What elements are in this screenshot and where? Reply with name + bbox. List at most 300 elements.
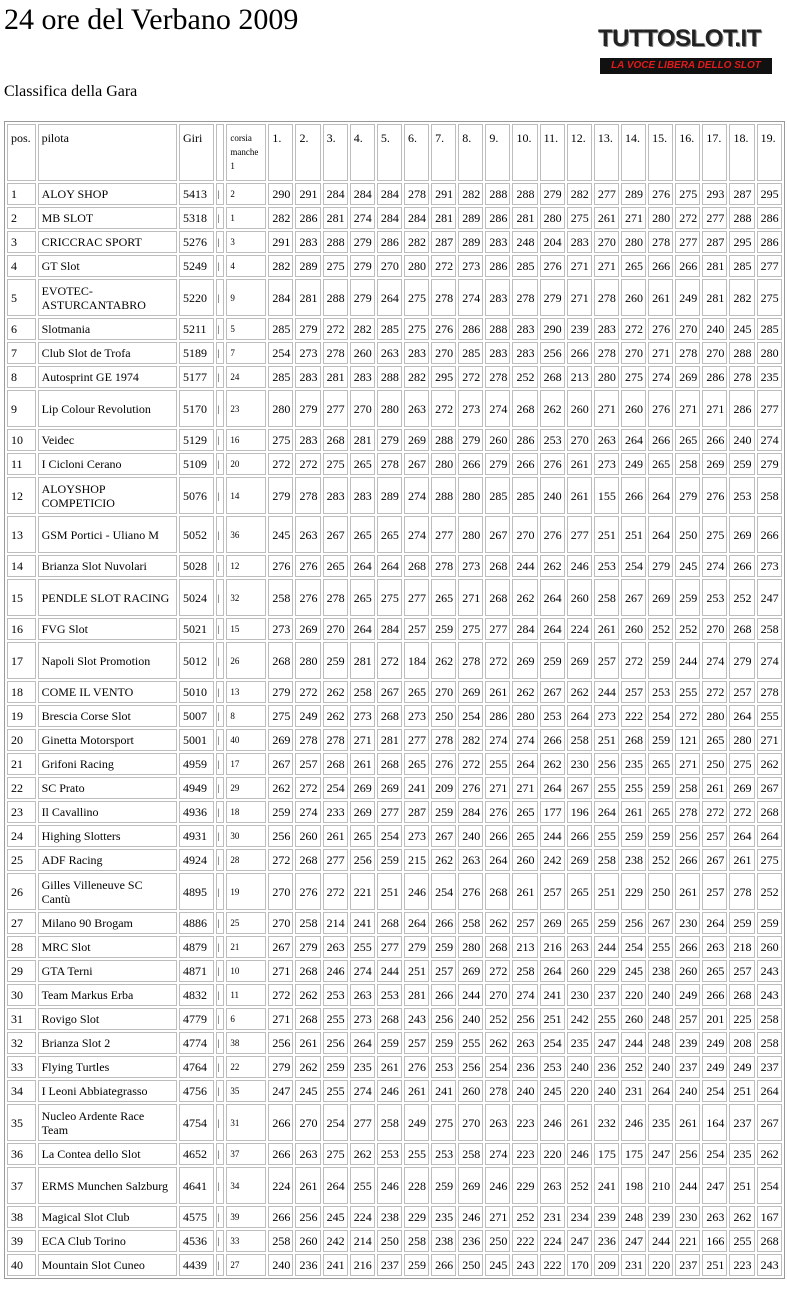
corsia-cell: 10 bbox=[226, 960, 266, 982]
lap-cell: 259 bbox=[431, 618, 456, 640]
lap-cell: 265 bbox=[404, 681, 429, 703]
lap-cell: 247 bbox=[648, 1143, 673, 1165]
column-header: 10. bbox=[512, 124, 537, 181]
pilota-cell: Flying Turtles bbox=[38, 1056, 177, 1078]
lap-cell: 167 bbox=[757, 1206, 782, 1228]
giri-cell: 5413 bbox=[179, 183, 214, 205]
giri-cell: 4931 bbox=[179, 825, 214, 847]
lap-cell: 273 bbox=[458, 390, 483, 427]
lap-cell: 257 bbox=[675, 1008, 700, 1030]
lap-cell: 254 bbox=[323, 1104, 348, 1141]
lap-cell: 237 bbox=[757, 1056, 782, 1078]
separator-cell: | bbox=[216, 984, 224, 1006]
lap-cell: 268 bbox=[512, 390, 537, 427]
pos-cell: 15 bbox=[7, 579, 36, 616]
lap-cell: 265 bbox=[648, 801, 673, 823]
lap-cell: 224 bbox=[268, 1167, 293, 1204]
column-header: corsia manche 1 bbox=[226, 124, 266, 181]
lap-cell: 259 bbox=[621, 825, 646, 847]
lap-cell: 271 bbox=[567, 255, 592, 277]
lap-cell: 264 bbox=[540, 618, 565, 640]
lap-cell: 281 bbox=[404, 984, 429, 1006]
lap-cell: 279 bbox=[757, 453, 782, 475]
lap-cell: 265 bbox=[431, 579, 456, 616]
table-row bbox=[7, 1254, 782, 1276]
lap-cell: 255 bbox=[323, 1080, 348, 1102]
lap-cell: 266 bbox=[431, 984, 456, 1006]
column-header: 19. bbox=[757, 124, 782, 181]
table-row bbox=[7, 477, 782, 514]
giri-cell: 5109 bbox=[179, 453, 214, 475]
column-header: 1. bbox=[268, 124, 293, 181]
lap-cell: 270 bbox=[702, 618, 727, 640]
lap-cell: 279 bbox=[268, 477, 293, 514]
separator-cell: | bbox=[216, 1080, 224, 1102]
lap-cell: 272 bbox=[458, 753, 483, 775]
lap-cell: 288 bbox=[377, 366, 402, 388]
lap-cell: 286 bbox=[485, 255, 510, 277]
lap-cell: 282 bbox=[268, 207, 293, 229]
corsia-cell: 29 bbox=[226, 777, 266, 799]
lap-cell: 275 bbox=[757, 849, 782, 871]
lap-cell: 240 bbox=[512, 1080, 537, 1102]
separator-cell: | bbox=[216, 366, 224, 388]
lap-cell: 265 bbox=[702, 729, 727, 751]
column-header: 3. bbox=[323, 124, 348, 181]
lap-cell: 254 bbox=[702, 1143, 727, 1165]
pos-cell: 17 bbox=[7, 642, 36, 679]
lap-cell: 268 bbox=[485, 936, 510, 958]
lap-cell: 265 bbox=[675, 429, 700, 451]
lap-cell: 261 bbox=[567, 1104, 592, 1141]
separator-cell: | bbox=[216, 1143, 224, 1165]
lap-cell: 286 bbox=[757, 207, 782, 229]
pilota-cell: Lip Colour Revolution bbox=[38, 390, 177, 427]
lap-cell: 255 bbox=[458, 1032, 483, 1054]
lap-cell: 264 bbox=[702, 912, 727, 934]
pos-cell: 22 bbox=[7, 777, 36, 799]
lap-cell: 262 bbox=[323, 681, 348, 703]
separator-cell: | bbox=[216, 753, 224, 775]
lap-cell: 267 bbox=[757, 1104, 782, 1141]
column-header: 17. bbox=[702, 124, 727, 181]
lap-cell: 269 bbox=[350, 801, 375, 823]
lap-cell: 268 bbox=[540, 366, 565, 388]
lap-cell: 271 bbox=[594, 390, 619, 427]
lap-cell: 252 bbox=[729, 579, 754, 616]
lap-cell: 283 bbox=[485, 342, 510, 364]
lap-cell: 262 bbox=[757, 753, 782, 775]
giri-cell: 5024 bbox=[179, 579, 214, 616]
lap-cell: 253 bbox=[594, 555, 619, 577]
lap-cell: 254 bbox=[377, 825, 402, 847]
lap-cell: 209 bbox=[594, 1254, 619, 1276]
lap-cell: 273 bbox=[350, 705, 375, 727]
pos-cell: 30 bbox=[7, 984, 36, 1006]
lap-cell: 259 bbox=[431, 1167, 456, 1204]
lap-cell: 258 bbox=[594, 849, 619, 871]
giri-cell: 4754 bbox=[179, 1104, 214, 1141]
table-row bbox=[7, 1206, 782, 1228]
lap-cell: 221 bbox=[350, 873, 375, 910]
column-header: 18. bbox=[729, 124, 754, 181]
lap-cell: 284 bbox=[377, 618, 402, 640]
lap-cell: 235 bbox=[729, 1143, 754, 1165]
lap-cell: 268 bbox=[295, 1008, 320, 1030]
lap-cell: 267 bbox=[323, 516, 348, 553]
lap-cell: 259 bbox=[377, 849, 402, 871]
lap-cell: 280 bbox=[702, 705, 727, 727]
lap-cell: 262 bbox=[757, 1143, 782, 1165]
lap-cell: 233 bbox=[323, 801, 348, 823]
lap-cell: 271 bbox=[485, 1206, 510, 1228]
separator-cell: | bbox=[216, 279, 224, 316]
lap-cell: 266 bbox=[268, 1143, 293, 1165]
lap-cell: 234 bbox=[567, 1206, 592, 1228]
lap-cell: 260 bbox=[621, 279, 646, 316]
lap-cell: 244 bbox=[377, 960, 402, 982]
lap-cell: 272 bbox=[702, 801, 727, 823]
pos-cell: 5 bbox=[7, 279, 36, 316]
table-row bbox=[7, 849, 782, 871]
lap-cell: 236 bbox=[594, 1056, 619, 1078]
lap-cell: 273 bbox=[594, 453, 619, 475]
giri-cell: 4774 bbox=[179, 1032, 214, 1054]
lap-cell: 256 bbox=[621, 912, 646, 934]
lap-cell: 281 bbox=[350, 429, 375, 451]
lap-cell: 277 bbox=[323, 849, 348, 871]
lap-cell: 251 bbox=[540, 1008, 565, 1030]
lap-cell: 266 bbox=[675, 849, 700, 871]
corsia-cell: 9 bbox=[226, 279, 266, 316]
lap-cell: 175 bbox=[621, 1143, 646, 1165]
lap-cell: 257 bbox=[295, 753, 320, 775]
lap-cell: 257 bbox=[729, 681, 754, 703]
table-row bbox=[7, 1143, 782, 1165]
lap-cell: 270 bbox=[268, 912, 293, 934]
lap-cell: 236 bbox=[512, 1056, 537, 1078]
table-row bbox=[7, 936, 782, 958]
lap-cell: 253 bbox=[540, 705, 565, 727]
separator-cell: | bbox=[216, 729, 224, 751]
lap-cell: 280 bbox=[621, 231, 646, 253]
table-header-row bbox=[7, 124, 782, 181]
lap-cell: 264 bbox=[350, 618, 375, 640]
table-row bbox=[7, 579, 782, 616]
lap-cell: 279 bbox=[540, 183, 565, 205]
lap-cell: 229 bbox=[512, 1167, 537, 1204]
lap-cell: 249 bbox=[404, 1104, 429, 1141]
corsia-cell: 38 bbox=[226, 1032, 266, 1054]
pos-cell: 40 bbox=[7, 1254, 36, 1276]
table-row bbox=[7, 1056, 782, 1078]
table-row bbox=[7, 255, 782, 277]
lap-cell: 260 bbox=[757, 936, 782, 958]
lap-cell: 255 bbox=[757, 705, 782, 727]
lap-cell: 175 bbox=[594, 1143, 619, 1165]
lap-cell: 250 bbox=[485, 1230, 510, 1252]
lap-cell: 240 bbox=[458, 1008, 483, 1030]
corsia-cell: 12 bbox=[226, 555, 266, 577]
lap-cell: 285 bbox=[268, 318, 293, 340]
lap-cell: 278 bbox=[295, 729, 320, 751]
lap-cell: 263 bbox=[295, 1143, 320, 1165]
lap-cell: 276 bbox=[458, 777, 483, 799]
lap-cell: 250 bbox=[458, 1254, 483, 1276]
lap-cell: 295 bbox=[431, 366, 456, 388]
separator-cell: | bbox=[216, 579, 224, 616]
lap-cell: 287 bbox=[702, 231, 727, 253]
lap-cell: 280 bbox=[648, 207, 673, 229]
lap-cell: 238 bbox=[648, 960, 673, 982]
lap-cell: 284 bbox=[458, 801, 483, 823]
lap-cell: 245 bbox=[295, 1080, 320, 1102]
lap-cell: 250 bbox=[377, 1230, 402, 1252]
lap-cell: 231 bbox=[540, 1206, 565, 1228]
lap-cell: 244 bbox=[675, 1167, 700, 1204]
giri-cell: 5007 bbox=[179, 705, 214, 727]
lap-cell: 259 bbox=[377, 1032, 402, 1054]
lap-cell: 259 bbox=[431, 1032, 456, 1054]
lap-cell: 265 bbox=[512, 801, 537, 823]
lap-cell: 247 bbox=[567, 1230, 592, 1252]
lap-cell: 270 bbox=[295, 1104, 320, 1141]
lap-cell: 267 bbox=[268, 753, 293, 775]
pilota-cell: ALOY SHOP bbox=[38, 183, 177, 205]
lap-cell: 277 bbox=[377, 801, 402, 823]
lap-cell: 256 bbox=[675, 1143, 700, 1165]
lap-cell: 274 bbox=[350, 1080, 375, 1102]
lap-cell: 254 bbox=[757, 1167, 782, 1204]
lap-cell: 220 bbox=[567, 1080, 592, 1102]
lap-cell: 231 bbox=[621, 1254, 646, 1276]
lap-cell: 269 bbox=[458, 960, 483, 982]
lap-cell: 275 bbox=[377, 579, 402, 616]
lap-cell: 258 bbox=[567, 729, 592, 751]
pos-cell: 11 bbox=[7, 453, 36, 475]
lap-cell: 284 bbox=[268, 279, 293, 316]
lap-cell: 272 bbox=[621, 642, 646, 679]
lap-cell: 241 bbox=[540, 984, 565, 1006]
lap-cell: 268 bbox=[485, 579, 510, 616]
lap-cell: 250 bbox=[431, 705, 456, 727]
lap-cell: 266 bbox=[485, 825, 510, 847]
lap-cell: 285 bbox=[512, 477, 537, 514]
lap-cell: 245 bbox=[485, 1254, 510, 1276]
giri-cell: 5028 bbox=[179, 555, 214, 577]
lap-cell: 288 bbox=[323, 231, 348, 253]
lap-cell: 293 bbox=[702, 183, 727, 205]
lap-cell: 264 bbox=[323, 1167, 348, 1204]
table-row bbox=[7, 453, 782, 475]
lap-cell: 243 bbox=[512, 1254, 537, 1276]
lap-cell: 240 bbox=[675, 1080, 700, 1102]
lap-cell: 240 bbox=[540, 477, 565, 514]
lap-cell: 253 bbox=[431, 1056, 456, 1078]
separator-cell: | bbox=[216, 555, 224, 577]
separator-cell: | bbox=[216, 936, 224, 958]
tuttoslot-logo[interactable] bbox=[598, 26, 774, 82]
lap-cell: 277 bbox=[404, 579, 429, 616]
lap-cell: 246 bbox=[567, 555, 592, 577]
lap-cell: 266 bbox=[540, 729, 565, 751]
table-row bbox=[7, 429, 782, 451]
lap-cell: 243 bbox=[757, 984, 782, 1006]
lap-cell: 247 bbox=[621, 1230, 646, 1252]
lap-cell: 256 bbox=[268, 1032, 293, 1054]
pos-cell: 31 bbox=[7, 1008, 36, 1030]
lap-cell: 281 bbox=[350, 642, 375, 679]
column-header: 2. bbox=[295, 124, 320, 181]
lap-cell: 249 bbox=[295, 705, 320, 727]
lap-cell: 278 bbox=[404, 183, 429, 205]
lap-cell: 256 bbox=[540, 342, 565, 364]
lap-cell: 269 bbox=[404, 429, 429, 451]
corsia-cell: 31 bbox=[226, 1104, 266, 1141]
lap-cell: 289 bbox=[621, 183, 646, 205]
lap-cell: 252 bbox=[648, 849, 673, 871]
pos-cell: 4 bbox=[7, 255, 36, 277]
giri-cell: 4756 bbox=[179, 1080, 214, 1102]
lap-cell: 275 bbox=[702, 516, 727, 553]
lap-cell: 264 bbox=[540, 579, 565, 616]
separator-cell: | bbox=[216, 231, 224, 253]
lap-cell: 277 bbox=[404, 729, 429, 751]
lap-cell: 250 bbox=[675, 516, 700, 553]
lap-cell: 286 bbox=[295, 207, 320, 229]
column-header: 8. bbox=[458, 124, 483, 181]
lap-cell: 237 bbox=[675, 1056, 700, 1078]
pilota-cell: Club Slot de Trofa bbox=[38, 342, 177, 364]
lap-cell: 258 bbox=[757, 1032, 782, 1054]
lap-cell: 263 bbox=[702, 1206, 727, 1228]
lap-cell: 284 bbox=[377, 207, 402, 229]
lap-cell: 279 bbox=[485, 453, 510, 475]
giri-cell: 5189 bbox=[179, 342, 214, 364]
lap-cell: 259 bbox=[648, 729, 673, 751]
lap-cell: 275 bbox=[431, 1104, 456, 1141]
lap-cell: 261 bbox=[485, 681, 510, 703]
lap-cell: 264 bbox=[729, 705, 754, 727]
lap-cell: 259 bbox=[540, 642, 565, 679]
table-row bbox=[7, 183, 782, 205]
pilota-cell: FVG Slot bbox=[38, 618, 177, 640]
lap-cell: 286 bbox=[729, 390, 754, 427]
giri-cell: 5012 bbox=[179, 642, 214, 679]
lap-cell: 250 bbox=[648, 873, 673, 910]
lap-cell: 204 bbox=[540, 231, 565, 253]
lap-cell: 236 bbox=[295, 1254, 320, 1276]
lap-cell: 280 bbox=[268, 390, 293, 427]
lap-cell: 258 bbox=[350, 681, 375, 703]
lap-cell: 283 bbox=[350, 477, 375, 514]
separator-cell: | bbox=[216, 477, 224, 514]
giri-cell: 5001 bbox=[179, 729, 214, 751]
lap-cell: 235 bbox=[648, 1104, 673, 1141]
pilota-cell: Napoli Slot Promotion bbox=[38, 642, 177, 679]
lap-cell: 272 bbox=[268, 984, 293, 1006]
lap-cell: 286 bbox=[512, 429, 537, 451]
lap-cell: 275 bbox=[323, 453, 348, 475]
lap-cell: 251 bbox=[377, 873, 402, 910]
lap-cell: 237 bbox=[377, 1254, 402, 1276]
lap-cell: 278 bbox=[485, 1080, 510, 1102]
giri-cell: 5170 bbox=[179, 390, 214, 427]
lap-cell: 268 bbox=[729, 984, 754, 1006]
lap-cell: 230 bbox=[675, 912, 700, 934]
lap-cell: 266 bbox=[648, 429, 673, 451]
lap-cell: 268 bbox=[268, 642, 293, 679]
lap-cell: 259 bbox=[729, 453, 754, 475]
lap-cell: 273 bbox=[295, 342, 320, 364]
pilota-cell: Brescia Corse Slot bbox=[38, 705, 177, 727]
pos-cell: 29 bbox=[7, 960, 36, 982]
lap-cell: 270 bbox=[323, 618, 348, 640]
lap-cell: 276 bbox=[540, 516, 565, 553]
lap-cell: 247 bbox=[702, 1167, 727, 1204]
separator-cell: | bbox=[216, 1230, 224, 1252]
pilota-cell: Ginetta Motorsport bbox=[38, 729, 177, 751]
lap-cell: 261 bbox=[594, 618, 619, 640]
lap-cell: 279 bbox=[295, 936, 320, 958]
lap-cell: 261 bbox=[675, 873, 700, 910]
lap-cell: 254 bbox=[648, 705, 673, 727]
lap-cell: 239 bbox=[567, 318, 592, 340]
lap-cell: 278 bbox=[323, 342, 348, 364]
lap-cell: 273 bbox=[757, 555, 782, 577]
corsia-cell: 40 bbox=[226, 729, 266, 751]
lap-cell: 235 bbox=[567, 1032, 592, 1054]
giri-cell: 5021 bbox=[179, 618, 214, 640]
lap-cell: 288 bbox=[431, 429, 456, 451]
lap-cell: 268 bbox=[757, 801, 782, 823]
lap-cell: 223 bbox=[512, 1143, 537, 1165]
lap-cell: 261 bbox=[295, 1167, 320, 1204]
lap-cell: 255 bbox=[621, 777, 646, 799]
lap-cell: 279 bbox=[268, 1056, 293, 1078]
lap-cell: 263 bbox=[567, 936, 592, 958]
lap-cell: 249 bbox=[729, 1056, 754, 1078]
lap-cell: 238 bbox=[377, 1206, 402, 1228]
giri-cell: 4936 bbox=[179, 801, 214, 823]
pilota-cell: ALOYSHOP COMPETICIO bbox=[38, 477, 177, 514]
giri-cell: 4439 bbox=[179, 1254, 214, 1276]
pos-cell: 36 bbox=[7, 1143, 36, 1165]
lap-cell: 256 bbox=[594, 753, 619, 775]
lap-cell: 277 bbox=[757, 390, 782, 427]
lap-cell: 280 bbox=[377, 390, 402, 427]
lap-cell: 268 bbox=[295, 960, 320, 982]
lap-cell: 246 bbox=[458, 1206, 483, 1228]
lap-cell: 223 bbox=[512, 1104, 537, 1141]
giri-cell: 4879 bbox=[179, 936, 214, 958]
lap-cell: 243 bbox=[757, 1254, 782, 1276]
lap-cell: 268 bbox=[485, 555, 510, 577]
lap-cell: 276 bbox=[540, 453, 565, 475]
lap-cell: 265 bbox=[350, 453, 375, 475]
lap-cell: 237 bbox=[729, 1104, 754, 1141]
lap-cell: 262 bbox=[540, 390, 565, 427]
lap-cell: 247 bbox=[268, 1080, 293, 1102]
lap-cell: 253 bbox=[377, 1143, 402, 1165]
lap-cell: 266 bbox=[648, 255, 673, 277]
lap-cell: 255 bbox=[404, 1143, 429, 1165]
lap-cell: 264 bbox=[485, 849, 510, 871]
pilota-cell: Team Markus Erba bbox=[38, 984, 177, 1006]
lap-cell: 245 bbox=[323, 1206, 348, 1228]
lap-cell: 272 bbox=[431, 390, 456, 427]
lap-cell: 291 bbox=[431, 183, 456, 205]
